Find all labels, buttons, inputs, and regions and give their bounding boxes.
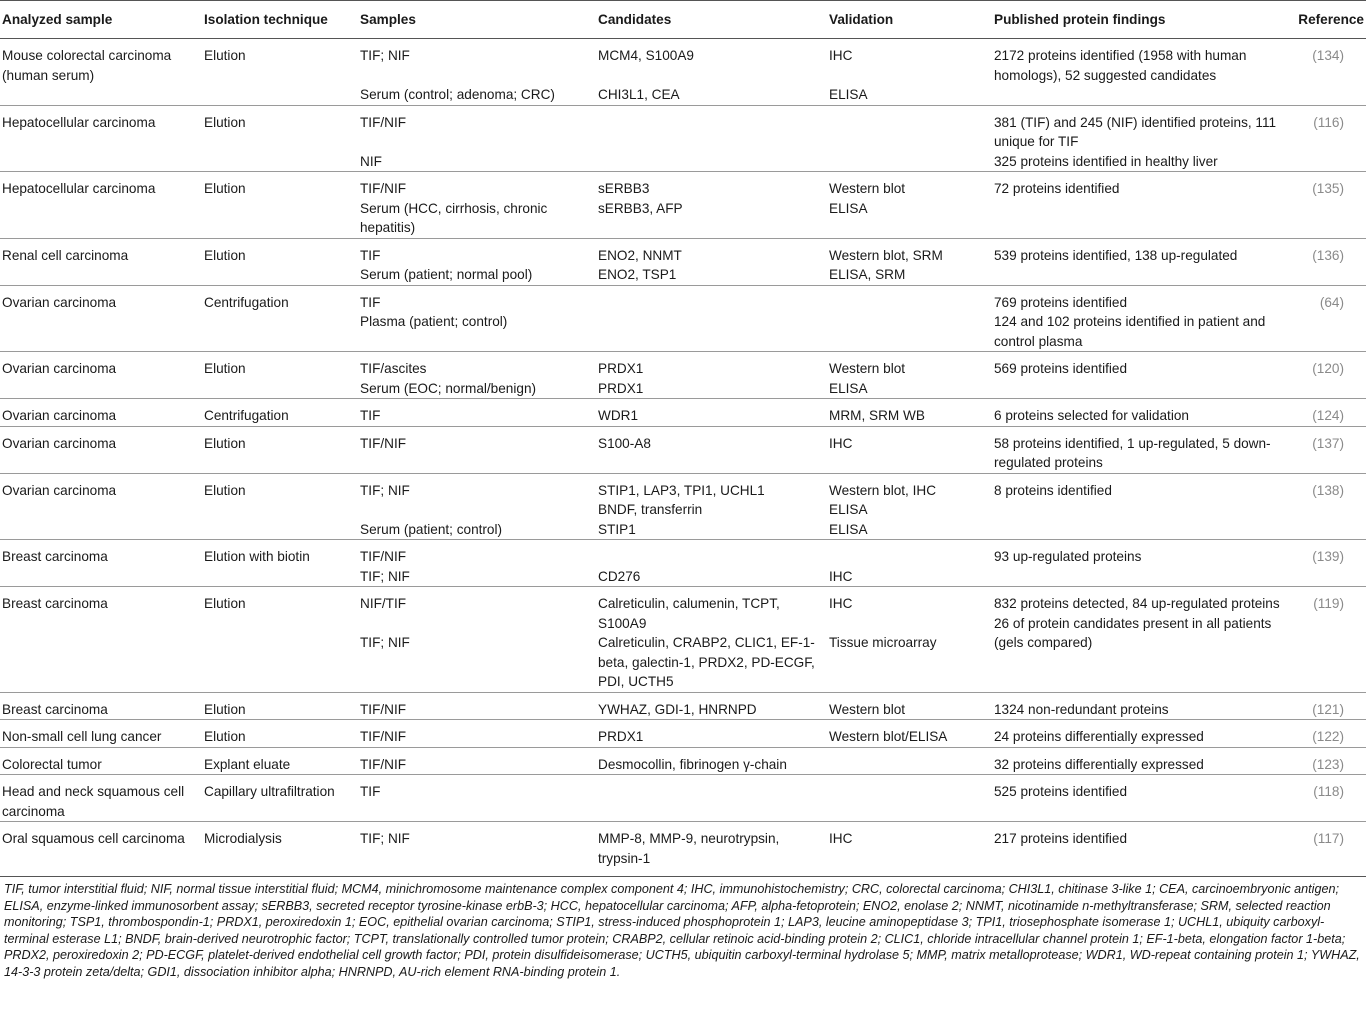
cell-line: ELISA [829,502,868,517]
cell-findings [990,473,1288,540]
cell-reference: (119) [1288,587,1366,693]
cell-line [829,547,986,567]
cell-line: sERBB3, AFP [598,200,683,216]
cell-line [360,500,590,520]
cell-reference: (64) [1288,285,1366,352]
cell-line: WDR1 [598,408,639,423]
cell-samples [356,238,594,285]
cell-reference: (123) [1288,747,1366,775]
table-row [0,747,1366,775]
cell-isolation-technique: Explant eluate [198,747,356,775]
header-validation: Validation [825,1,990,39]
cell-line: PRDX1 [598,729,644,744]
cell-candidates [594,720,825,748]
cell-analyzed-sample: Ovarian carcinoma [0,399,198,427]
table-row [0,172,1366,239]
cell-validation [825,587,990,693]
cell-line: 325 proteins identified in healthy liver [994,153,1218,169]
cell-line: Western blot [829,701,906,717]
cell-reference: (138) [1288,473,1366,540]
cell-findings [990,720,1288,748]
cell-validation [825,352,990,399]
cell-analyzed-sample: Colorectal tumor [0,747,198,775]
cell-line: MCM4, S100A9 [598,48,694,63]
cell-candidates [594,172,825,239]
cell-line: 26 of protein candidates present in all patients (gels compared) [994,615,1272,650]
cell-line: TIF/NIF [360,114,407,130]
cell-candidates [594,473,825,540]
cell-line: 58 proteins identified, 1 up-regulated, 5 down-regulated proteins [994,435,1271,470]
cell-analyzed-sample: Non-small cell lung cancer [0,720,198,748]
cell-line: TIF; NIF [360,482,410,498]
cell-candidates [594,426,825,473]
cell-line [829,614,986,634]
cell-line: Serum (patient; normal pool) [360,267,533,282]
cell-analyzed-sample: Ovarian carcinoma [0,285,198,352]
cell-candidates [594,238,825,285]
cell-reference: (122) [1288,720,1366,748]
cell-line: Western blot, IHC [829,482,937,498]
cell-line: IHC [829,435,853,451]
cell-line: Western blot [829,181,906,196]
cell-line: Serum (control; adenoma; CRC) [360,87,555,102]
cell-findings [990,172,1288,239]
table-footnote: TIF, tumor interstitial fluid; NIF, normal tissue interstitial fluid; MCM4, minichromosome maintenance complex component 4; IHC, immunohistochemistry; CRC, colorectal carcinoma; CHI3L1, chitinase 3-like 1; CEA, carcinoembryonic antigen; ELISA, enzyme-linked immunosorbent assay; sERBB3, secreted receptor tyrosine-kinase erbB-3; HCC, hepatocellular carcinoma; AFP, alpha-fetoprotein; ENO2, enolase 2; NNMT, nicotinamide n-methyltransferase; SRM, selected reaction monitoring; TSP1, thrombospondin-1; PRDX1, peroxiredoxin 1; EOC, epithelial ovarian carcinoma; STIP1, stress-induced phosphoprotein 1; LAP3, leucine aminopeptidase 3; TPI1, triosephosphate isomerase 1; UCHL1, ubiquity carboxyl-terminal esterase L1; BNDF, brain-derived neurotrophic factor; TCPT, translationally controlled tumor protein; CRABP2, cellular retinoic acid-binding protein 2; CLIC1, chloride intracellular channel protein 1; EF-1-beta, elongation factor 1-beta; PRDX2, peroxiredoxin 2; PD-ECGF, platelet-derived endothelial cell growth factor; PDI, protein disulfideisomerase; UCTH5, ubiquitin carboxyl-terminal hydrolase 5; MMP, matrix metalloprotease; WDR1, WD-repeat containing protein 1; YWHAZ, 14-3-3 protein zeta/delta; GDI1, dissociation inhibitor alpha; HNRNPD, AU-rich element RNA-binding protein 1. [0,876,1366,981]
cell-line: TIF; NIF [360,568,410,584]
cell-samples [356,692,594,720]
table-row [0,39,1366,106]
cell-samples [356,172,594,239]
cell-line: Serum (HCC, cirrhosis, chronic hepatitis) [360,200,548,235]
cell-isolation-technique: Elution [198,238,356,285]
cell-line: YWHAZ, GDI-1, HNRNPD [598,701,757,717]
cell-line: TIF [360,408,381,423]
cell-reference: (116) [1288,105,1366,172]
cell-reference: (134) [1288,39,1366,106]
cell-line: 832 proteins detected, 84 up-regulated proteins [994,596,1280,611]
cell-candidates [594,399,825,427]
cell-line: TIF [360,784,381,799]
cell-findings [990,775,1288,822]
cell-line: ELISA, SRM [829,267,906,282]
cell-analyzed-sample: Mouse colorectal carcinoma (human serum) [0,39,198,106]
cell-samples [356,822,594,877]
cell-line [829,66,986,86]
cell-isolation-technique: Elution [198,692,356,720]
cell-line: S100-A8 [598,435,651,451]
header-reference: Reference [1288,1,1366,39]
cell-line: ELISA [829,87,868,102]
cell-line: STIP1 [598,521,636,537]
cell-samples [356,587,594,693]
cell-line: Serum (EOC; normal/benign) [360,380,537,396]
header-candidates: Candidates [594,1,825,39]
cell-line: TIF/NIF [360,435,407,451]
cell-validation [825,540,990,587]
cell-line: 24 proteins differentially expressed [994,729,1204,744]
cell-samples [356,747,594,775]
cell-analyzed-sample: Head and neck squamous cell carcinoma [0,775,198,822]
cell-findings [990,399,1288,427]
cell-line: IHC [829,568,853,584]
cell-analyzed-sample: Oral squamous cell carcinoma [0,822,198,877]
header-analyzed-sample: Analyzed sample [0,1,198,39]
cell-findings [990,352,1288,399]
table-row [0,587,1366,693]
cell-isolation-technique: Centrifugation [198,285,356,352]
cell-candidates [594,285,825,352]
cell-reference: (136) [1288,238,1366,285]
cell-line: ELISA [829,200,868,216]
cell-reference: (117) [1288,822,1366,877]
cell-line: TIF/NIF [360,549,407,564]
table-row [0,692,1366,720]
cell-line: 381 (TIF) and 245 (NIF) identified proteins, 111 unique for TIF [994,114,1277,149]
table-row [0,540,1366,587]
table-row [0,426,1366,473]
cell-line: PRDX1 [598,361,644,376]
cell-validation [825,285,990,352]
cell-line: 2172 proteins identified (1958 with human homologs), 52 suggested candidates [994,48,1247,83]
cell-candidates [594,747,825,775]
cell-line: Calreticulin, calumenin, TCPT, S100A9 [598,596,780,631]
cell-findings [990,105,1288,172]
cell-findings [990,692,1288,720]
cell-samples [356,426,594,473]
cell-findings [990,285,1288,352]
header-row [0,1,1366,39]
cell-samples [356,105,594,172]
cell-findings [990,426,1288,473]
cell-line: Western blot, SRM [829,247,943,263]
cell-line: Serum (patient; control) [360,521,503,537]
cell-line: ENO2, NNMT [598,247,682,263]
cell-reference: (135) [1288,172,1366,239]
cell-line: sERBB3 [598,181,650,196]
cell-line: Plasma (patient; control) [360,314,508,329]
header-isolation-technique: Isolation technique [198,1,356,39]
cell-analyzed-sample: Ovarian carcinoma [0,426,198,473]
cell-line: ELISA [829,380,868,396]
cell-line: 93 up-regulated proteins [994,549,1142,564]
cell-isolation-technique: Microdialysis [198,822,356,877]
table-row [0,720,1366,748]
cell-line: TIF; NIF [360,831,410,846]
cell-line [360,132,590,152]
cell-line: NIF/TIF [360,596,407,611]
cell-line: 217 proteins identified [994,831,1128,846]
cell-line: IHC [829,596,853,611]
cell-line: MRM, SRM WB [829,408,925,423]
cell-line: Calreticulin, CRABP2, CLIC1, EF-1-beta, galectin-1, PRDX2, PD-ECGF, PDI, UCTH5 [598,635,815,689]
cell-reference: (118) [1288,775,1366,822]
cell-line: TIF [360,294,381,310]
cell-samples [356,720,594,748]
cell-validation [825,39,990,106]
cell-line: TIF/NIF [360,729,407,744]
cell-line: 1324 non-redundant proteins [994,701,1169,717]
table-row [0,822,1366,877]
cell-samples [356,285,594,352]
cell-line: 8 proteins identified [994,482,1112,498]
cell-line: TIF [360,247,381,263]
cell-reference: (120) [1288,352,1366,399]
table-row [0,105,1366,172]
cell-line: 124 and 102 proteins identified in patient and control plasma [994,314,1266,349]
cell-samples [356,352,594,399]
cell-isolation-technique: Elution with biotin [198,540,356,587]
table-row [0,352,1366,399]
cell-isolation-technique: Elution [198,720,356,748]
cell-line [360,66,590,86]
cell-line: NIF [360,153,382,169]
cell-validation [825,822,990,877]
table-row [0,285,1366,352]
cell-analyzed-sample: Renal cell carcinoma [0,238,198,285]
cell-line: Desmocollin, fibrinogen γ-chain [598,756,787,772]
cell-line: PRDX1 [598,380,644,396]
cell-line: CD276 [598,568,641,584]
cell-findings [990,822,1288,877]
cell-analyzed-sample: Hepatocellular carcinoma [0,172,198,239]
cell-validation [825,747,990,775]
cell-reference: (137) [1288,426,1366,473]
cell-candidates [594,692,825,720]
cell-isolation-technique: Elution [198,352,356,399]
cell-validation [825,399,990,427]
cell-line: TIF/ascites [360,361,427,376]
cell-isolation-technique: Elution [198,587,356,693]
cell-line: TIF/NIF [360,181,407,196]
cell-analyzed-sample: Hepatocellular carcinoma [0,105,198,172]
table-body [0,39,1366,877]
cell-line: 525 proteins identified [994,784,1128,799]
cell-validation [825,692,990,720]
cell-isolation-technique: Capillary ultrafiltration [198,775,356,822]
cell-line: 6 proteins selected for validation [994,408,1189,423]
cell-line: CHI3L1, CEA [598,87,680,102]
header-samples: Samples [356,1,594,39]
cell-line: STIP1, LAP3, TPI1, UCHL1 [598,482,765,498]
cell-candidates [594,540,825,587]
cell-line: TIF; NIF [360,635,410,650]
cell-analyzed-sample: Breast carcinoma [0,540,198,587]
cell-line: TIF/NIF [360,701,407,717]
table-row [0,775,1366,822]
cell-line: Tissue microarray [829,635,937,650]
cell-validation [825,105,990,172]
cell-analyzed-sample: Breast carcinoma [0,692,198,720]
cell-analyzed-sample: Ovarian carcinoma [0,473,198,540]
cell-validation [825,775,990,822]
cell-line: 539 proteins identified, 138 up-regulated [994,247,1238,263]
cell-line: ELISA [829,521,868,537]
cell-samples [356,775,594,822]
cell-line: ENO2, TSP1 [598,267,677,282]
cell-line: MMP-8, MMP-9, neurotrypsin, trypsin-1 [598,831,780,866]
table-row [0,473,1366,540]
cell-candidates [594,352,825,399]
cell-line: Western blot [829,361,906,376]
cell-findings [990,747,1288,775]
cell-isolation-technique: Centrifugation [198,399,356,427]
table-row [0,238,1366,285]
cell-samples [356,39,594,106]
cell-isolation-technique: Elution [198,39,356,106]
cell-validation [825,238,990,285]
cell-line: TIF/NIF [360,756,407,772]
cell-validation [825,172,990,239]
cell-line: BNDF, transferrin [598,502,703,517]
cell-samples [356,540,594,587]
cell-line [360,614,590,634]
header-published-findings: Published protein findings [990,1,1288,39]
cell-isolation-technique: Elution [198,473,356,540]
cell-findings [990,587,1288,693]
cell-reference: (139) [1288,540,1366,587]
cell-candidates [594,822,825,877]
cell-samples [356,473,594,540]
cell-findings [990,39,1288,106]
table-row [0,399,1366,427]
cell-line: 769 proteins identified [994,294,1128,310]
cell-isolation-technique: Elution [198,105,356,172]
cell-analyzed-sample: Ovarian carcinoma [0,352,198,399]
cell-candidates [594,39,825,106]
cell-analyzed-sample: Breast carcinoma [0,587,198,693]
cell-validation [825,473,990,540]
cell-reference: (121) [1288,692,1366,720]
cell-validation [825,720,990,748]
cell-line: TIF; NIF [360,48,410,63]
cell-line [598,547,821,567]
cell-reference: (124) [1288,399,1366,427]
cell-line: 32 proteins differentially expressed [994,756,1204,772]
cell-validation [825,426,990,473]
cell-candidates [594,775,825,822]
cell-isolation-technique: Elution [198,172,356,239]
cell-line: IHC [829,48,853,63]
cell-line: 569 proteins identified [994,361,1128,376]
cell-line: 72 proteins identified [994,181,1120,196]
cell-line: Western blot/ELISA [829,729,948,744]
cell-candidates [594,587,825,693]
cell-candidates [594,105,825,172]
cell-findings [990,238,1288,285]
cell-line: IHC [829,831,853,846]
cell-samples [356,399,594,427]
cell-line [598,66,821,86]
cell-findings [990,540,1288,587]
cell-isolation-technique: Elution [198,426,356,473]
